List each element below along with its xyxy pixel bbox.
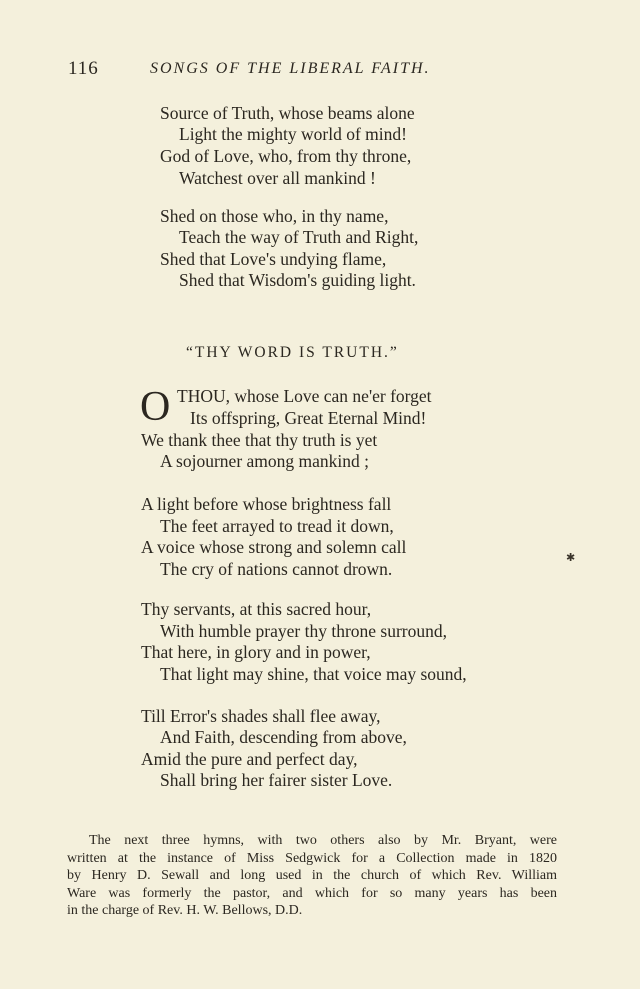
footnote-line: Ware was formerly the pastor, and which for so many years has been [67,885,557,901]
footnote-line: written at the instance of Miss Sedgwick for a Collection made in 1820 [67,850,557,866]
verse-line: Till Error's shades shall flee away, [141,706,381,726]
verse-line: Shed that Wisdom's guiding light. [179,270,416,290]
footnote-line: in the charge of Rev. H. W. Bellows, D.D. [67,903,303,918]
running-title: SONGS OF THE LIBERAL FAITH. [150,60,431,77]
verse-line: With humble prayer thy throne surround, [160,621,448,641]
verse-line: Shed on those who, in thy name, [160,206,389,226]
page-header [68,58,478,88]
verse-line: A sojourner among mankind ; [160,451,370,471]
footnote-line: by Henry D. Sewall and long used in the church of which Rev. William [67,868,557,883]
verse-line: We thank thee that thy truth is yet [141,430,378,450]
verse-line: A light before whose brightness fall [141,494,392,514]
page-number: 116 [68,58,99,79]
verse-line: A voice whose strong and solemn call [141,537,407,557]
verse-line: That light may shine, that voice may sound, [160,664,467,684]
verse-line: That here, in glory and in power, [141,642,371,662]
footnote-line: The next three hymns, with two others also by Mr. Bryant, were [89,833,557,848]
verse-line: God of Love, who, from thy throne, [160,146,412,166]
verse-line: Amid the pure and perfect day, [141,749,358,769]
verse-line: The cry of nations cannot drown. [160,559,393,579]
verse-line: Source of Truth, whose beams alone [160,103,415,123]
verse-line: Shall bring her fairer sister Love. [160,770,393,790]
verse-line: Watchest over all mankind ! [179,168,376,188]
verse-line: The feet arrayed to tread it down, [160,516,394,536]
verse-line: Thy servants, at this sacred hour, [141,599,372,619]
hymn-title: “THY WORD IS TRUTH.” [186,344,399,361]
verse-line: Shed that Love's undying flame, [160,249,387,269]
footnote [67,832,557,920]
verse-line: And Faith, descending from above, [160,727,407,747]
drop-cap: O [140,384,171,430]
verse-line: Light the mighty world of mind! [179,124,407,144]
print-speck-icon: ✱ [566,552,576,564]
verse-line: Teach the way of Truth and Right, [179,227,419,247]
verse-line: THOU, whose Love can ne'er forget [177,386,432,406]
verse-line: Its offspring, Great Eternal Mind! [190,408,427,428]
